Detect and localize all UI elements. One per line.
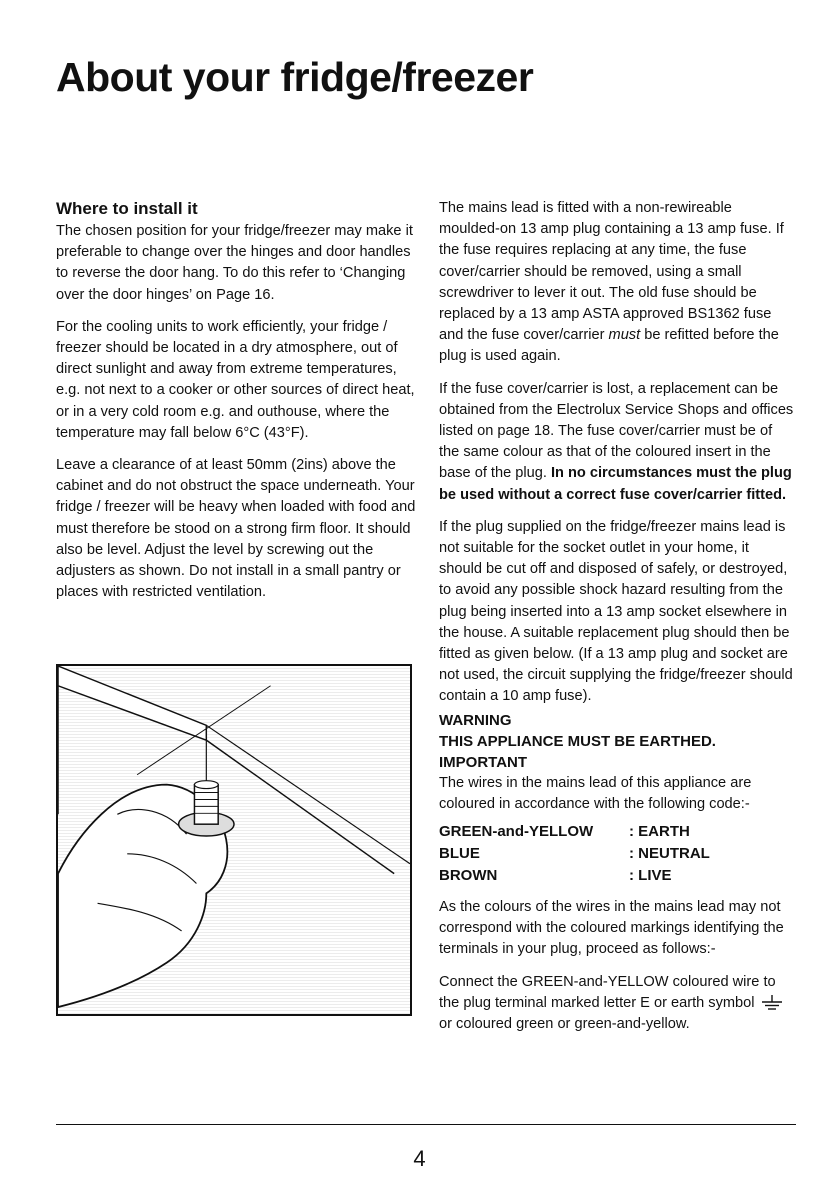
right-column: [439, 198, 794, 1046]
paragraph-wire-colours: The wires in the mains lead of this appliance are coloured in accordance with the following code:-: [439, 774, 752, 812]
adjustable-foot-illustration: [56, 664, 412, 1016]
paragraph-plug-replacement: If the plug supplied on the fridge/freezer mains lead is not suitable for the socket outlet in your home, it should be cut off and disposed of safely, or destroyed, to avoid any possible shock hazard resulting from the plug being inserted into a 13 amp socket elsewhere in the house. A suitable replacement plug should then be fitted as given below. (If a 13 amp plug and socket are not used, the circuit supplying the fridge/freezer should contain a 10 amp fuse).: [439, 518, 793, 705]
wire-code-row: GREEN-and-YELLOW : EARTH: [439, 823, 690, 841]
left-column: [56, 198, 418, 614]
page-number: 4: [413, 1146, 426, 1171]
page-title: About your fridge/freezer: [56, 54, 534, 100]
paragraph-earth-connection: Connect the GREEN-and-YELLOW coloured wire to the plug terminal marked letter E or earth symbol or coloured green or green-and-yellow.: [439, 972, 794, 1036]
earth-ground-icon: [759, 995, 785, 1011]
warning-heading: WARNING: [439, 711, 512, 729]
wire-code-row: BLUE : NEUTRAL: [439, 845, 710, 863]
paragraph-clearance: Leave a clearance of at least 50mm (2ins) above the cabinet and do not obstruct the space underneath. Your fridge / freezer will be heavy when loaded with food and must therefore be stood on a strong firm floor. It should also be level. Adjust the level by screwing out the adjusters as shown. Do not install in a small pantry or places with restricted ventilation.: [56, 457, 416, 601]
important-heading: IMPORTANT: [439, 753, 528, 771]
paragraph-fuse-cover: If the fuse cover/carrier is lost, a replacement can be obtained from the Electrolux Service Shops and offices listed on page 18. The fuse cover/carrier must be of the same colour as that of the coloured insert in the base of the plug. In no circumstances must the plug be used without a correct fuse cover/carrier fitted.: [439, 380, 794, 503]
footer-divider: [56, 1124, 796, 1125]
paragraph-location: For the cooling units to work efficiently, your fridge / freezer should be located in a dry atmosphere, out of direct sunlight and away from extreme temperatures, e.g. not next to a cooker or other sources of direct heat, or in a very cold room e.g. and outhouse, where the temperature may fall below 6°C (43°F).: [56, 318, 415, 441]
warning-text: THIS APPLIANCE MUST BE EARTHED.: [439, 732, 716, 750]
wire-code-table: [439, 821, 794, 887]
paragraph-hinges: The chosen position for your fridge/freezer may make it preferable to change over the hinges and door handles to reverse the door hang. To do this refer to ‘Changing over the door hinges’ on Page 16.: [56, 223, 413, 303]
paragraph-terminals: As the colours of the wires in the mains lead may not correspond with the coloured markings identifying the terminals in your plug, proceed as follows:-: [439, 899, 784, 958]
wire-code-row: BROWN : LIVE: [439, 867, 672, 885]
section-heading-install: Where to install it: [56, 199, 198, 218]
paragraph-fuse: The mains lead is fitted with a non-rewireable moulded-on 13 amp plug containing a 13 amp fuse. If the fuse requires replacing at any time, the fuse cover/carrier should be removed, using a small screwdriver to lever it out. The old fuse should be replaced by a 13 amp ASTA approved BS1362 fuse and the fuse cover/carrier must be refitted before the plug is used again.: [439, 200, 784, 365]
